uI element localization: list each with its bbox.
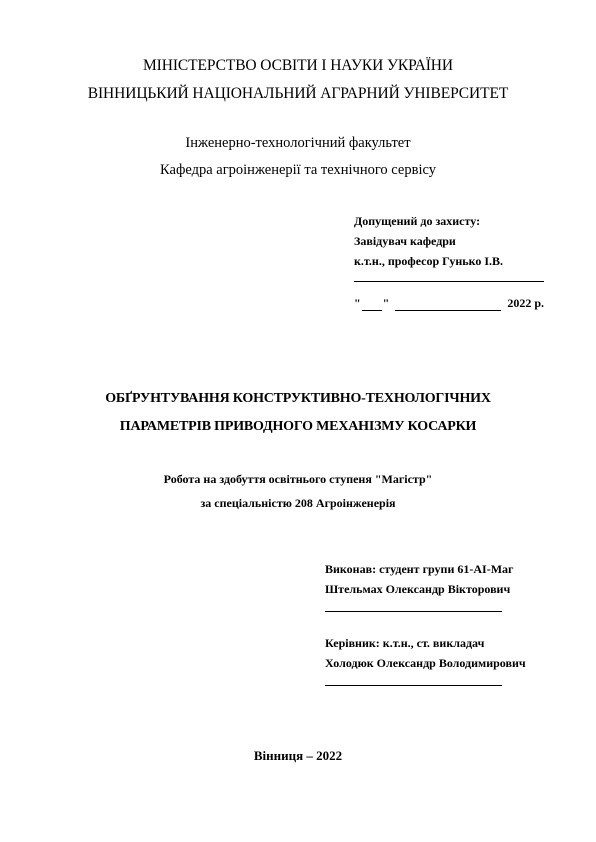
supervisor-signature-line (325, 685, 502, 686)
faculty-name: Інженерно-технологічний факультет (185, 135, 411, 151)
city-year: Вінниця – 2022 (253, 748, 343, 763)
degree-line: Робота на здобуття освітнього ступеня "Магістр" (163, 472, 433, 486)
author-role: Виконав: студент групи 61-АІ-Маг (325, 562, 514, 576)
author-signature-line (325, 611, 502, 612)
month-blank (395, 298, 501, 311)
approval-date (354, 296, 544, 311)
supervisor-name: Холодюк Олександр Володимирович (325, 656, 526, 670)
supervisor-block (325, 633, 526, 673)
author-name: Штельмах Олександр Вікторович (325, 582, 511, 596)
university-name: ВІННИЦЬКИЙ НАЦІОНАЛЬНИЙ АГРАРНИЙ УНІВЕРСИТЕТ (87, 85, 509, 102)
approval-head: Завідувач кафедри (354, 234, 456, 248)
thesis-title-line-1: ОБҐРУНТУВАННЯ КОНСТРУКТИВНО-ТЕХНОЛОГІЧНИХ (105, 391, 491, 406)
day-blank (362, 298, 382, 311)
date-quote-close: " (382, 296, 390, 310)
author-block (325, 559, 513, 599)
thesis-title-line-2: ПАРАМЕТРІВ ПРИВОДНОГО МЕХАНІЗМУ КОСАРКИ (119, 419, 477, 434)
department-name: Кафедра агроінженерії та технічного сервісу (160, 162, 436, 178)
supervisor-role: Керівник: к.т.н., ст. викладач (325, 636, 485, 650)
approval-person: к.т.н., професор Гунько І.В. (354, 254, 504, 268)
specialty-line: за спеціальністю 208 Агроінженерія (200, 496, 396, 510)
approval-admitted: Допущений до захисту: (354, 214, 481, 228)
approval-block (354, 211, 503, 271)
date-quote-open: " (354, 296, 361, 310)
ministry-name: МІНІСТЕРСТВО ОСВІТИ І НАУКИ УКРАЇНИ (143, 57, 453, 74)
approval-year: 2022 р. (507, 296, 545, 310)
head-signature-line (354, 281, 544, 282)
